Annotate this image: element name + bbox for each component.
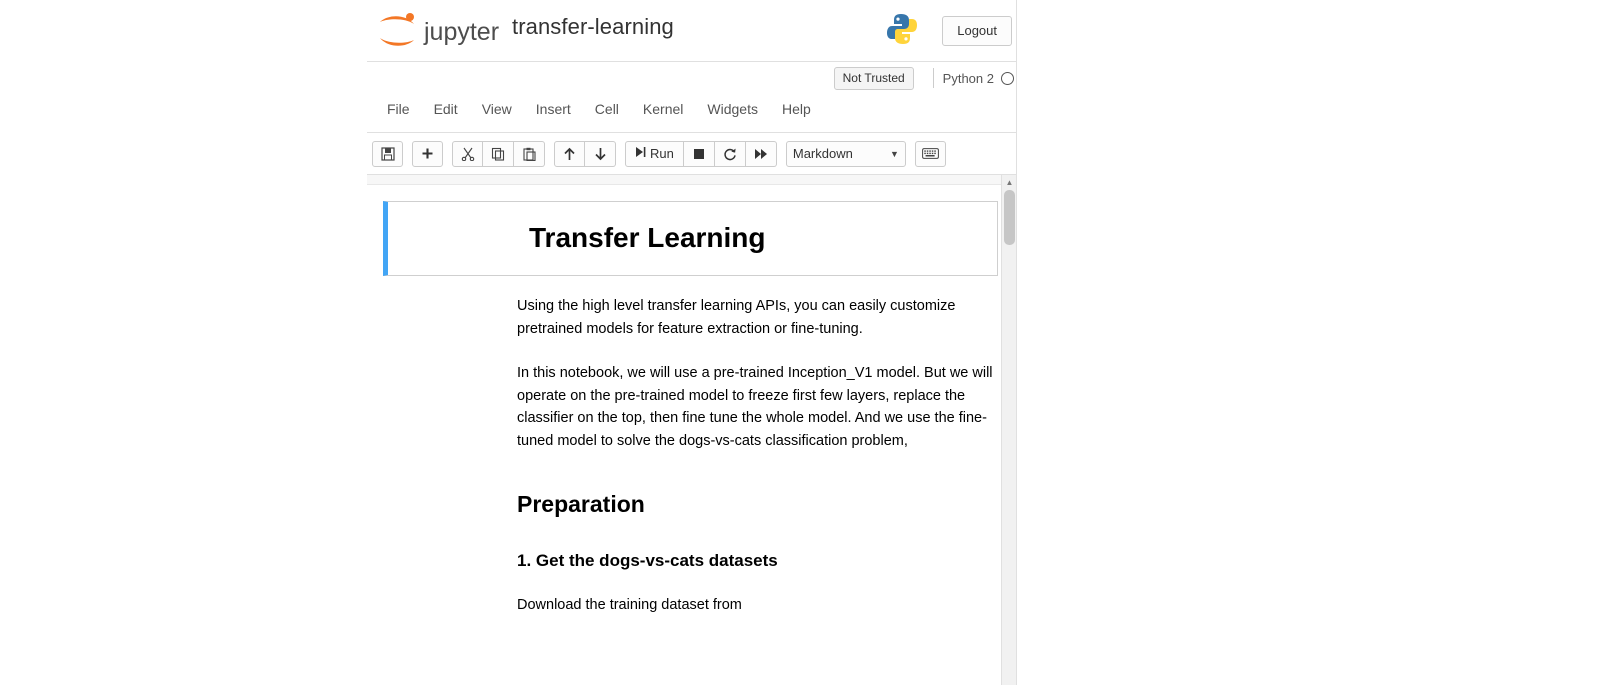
menu-area xyxy=(367,62,1016,133)
cut-button[interactable] xyxy=(452,141,483,167)
kernel-name-label: Python 2 xyxy=(942,70,994,86)
markdown-cell-intro[interactable] xyxy=(383,276,998,621)
scroll-up-arrow-icon[interactable]: ▲ xyxy=(1002,175,1017,190)
notebook-title[interactable]: transfer-learning xyxy=(512,14,674,39)
logout-button[interactable]: Logout xyxy=(942,16,1012,46)
jupyter-notebook-window xyxy=(367,0,1017,685)
run-icon xyxy=(635,146,646,161)
notebook-header xyxy=(367,0,1016,62)
toolbar-group-palette xyxy=(915,141,946,167)
save-button[interactable] xyxy=(372,141,403,167)
menu-widgets[interactable]: Widgets xyxy=(707,101,758,117)
page-title: Transfer Learning xyxy=(529,222,766,253)
notebook-scrollbar[interactable] xyxy=(1001,175,1016,685)
copy-button[interactable] xyxy=(483,141,514,167)
menu-cell[interactable]: Cell xyxy=(594,101,619,117)
intro-paragraph-2: In this notebook, we will use a pre-trained Inception_V1 model. But we will operate on the pre-trained model to freeze first few layers, replace the classifier on the top, then fine tune the whole model. And we use the fine-tuned model to solve the dogs-vs-cats classification problem, xyxy=(517,365,993,449)
toolbar-group-insert xyxy=(412,141,443,167)
menu-view[interactable]: View xyxy=(481,101,512,117)
notebook-status-row xyxy=(834,65,1014,91)
interrupt-kernel-button[interactable] xyxy=(684,141,715,167)
toolbar-group-save xyxy=(372,141,403,167)
toolbar-group-move xyxy=(554,141,616,167)
trust-status-badge[interactable]: Not Trusted xyxy=(834,67,914,90)
move-cell-down-button[interactable] xyxy=(585,141,616,167)
insert-cell-below-button[interactable] xyxy=(412,141,443,167)
markdown-cell-content xyxy=(400,220,985,255)
restart-run-all-button[interactable] xyxy=(746,141,777,167)
notebook-toolbar xyxy=(367,133,1016,175)
notebook-body xyxy=(367,175,1016,685)
command-palette-button[interactable] xyxy=(915,141,946,167)
scrollbar-thumb[interactable] xyxy=(1004,190,1015,245)
jupyter-logo-svg xyxy=(372,12,507,52)
markdown-cell-title[interactable] xyxy=(383,201,998,276)
section-heading-preparation: Preparation xyxy=(517,491,645,517)
kernel-idle-icon xyxy=(1001,72,1014,85)
menu-edit[interactable]: Edit xyxy=(433,101,458,117)
paste-button[interactable] xyxy=(514,141,545,167)
cell-type-value: Markdown xyxy=(792,146,853,161)
menu-file[interactable]: File xyxy=(387,101,410,117)
toolbar-group-clipboard xyxy=(452,141,545,167)
menu-help[interactable]: Help xyxy=(781,101,811,117)
menu-insert[interactable]: Insert xyxy=(535,101,571,117)
status-divider xyxy=(933,68,934,88)
cell-type-select[interactable] xyxy=(786,141,906,167)
chevron-down-icon: ▼ xyxy=(889,148,899,159)
move-cell-up-button[interactable] xyxy=(554,141,585,167)
menubar xyxy=(367,94,823,124)
toolbar-group-run xyxy=(625,141,777,167)
jupyter-logo[interactable] xyxy=(372,12,507,52)
run-button-label: Run xyxy=(650,146,674,161)
notebook-scroll-container[interactable] xyxy=(367,175,1016,685)
subsection-heading-datasets: 1. Get the dogs-vs-cats datasets xyxy=(517,550,778,570)
menu-kernel[interactable]: Kernel xyxy=(642,101,684,117)
restart-kernel-button[interactable] xyxy=(715,141,746,167)
run-cell-button[interactable] xyxy=(625,141,684,167)
download-paragraph: Download the training dataset from xyxy=(517,596,742,613)
markdown-cell-content xyxy=(388,281,993,616)
python-logo-icon xyxy=(886,12,918,46)
svg-text:jupyter: jupyter xyxy=(424,18,500,46)
intro-paragraph-1: Using the high level transfer learning APIs, you can easily customize pretrained models for feature extraction or fine-tuning. xyxy=(517,298,956,337)
